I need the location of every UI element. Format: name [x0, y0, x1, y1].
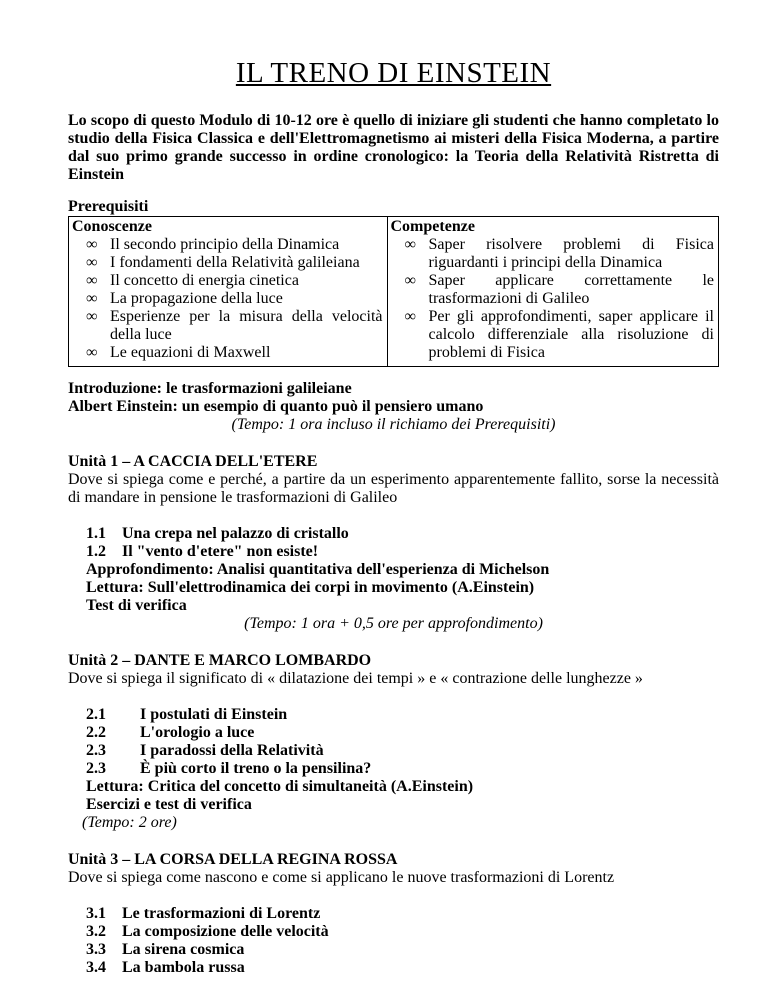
table-item	[72, 236, 383, 254]
table-item	[72, 308, 383, 344]
document-title: IL TRENO DI EINSTEIN	[235, 57, 552, 89]
unit-item-number: 3.2	[86, 923, 106, 940]
prerequisites-label: Prerequisiti	[68, 198, 149, 215]
conoscenze-list	[72, 236, 383, 362]
unit-item-number: 1.1	[86, 525, 106, 542]
table-item	[391, 308, 715, 362]
table-item-text: Per gli approfondimenti, saper applicare il calcolo differenziale alla risoluzione di problemi di Fisica	[428, 308, 714, 361]
unit-section	[68, 652, 719, 832]
table-item-text: I fondamenti della Relatività galileiana	[110, 254, 360, 271]
prerequisites-table	[68, 216, 719, 367]
table-item-text: La propagazione della luce	[110, 290, 283, 307]
unit-item-number: 3.4	[86, 959, 106, 976]
unit-extra-line: Lettura: Critica del concetto di simultaneità (A.Einstein)	[86, 778, 474, 795]
infinity-bullet-icon: ∞	[404, 236, 416, 253]
infinity-bullet-icon: ∞	[86, 272, 98, 289]
competenze-header: Competenze	[390, 218, 475, 235]
unit-tempo: (Tempo: 1 ora + 0,5 ore per approfondimento)	[244, 615, 543, 632]
unit-item	[86, 706, 719, 724]
intro-paragraph: Lo scopo di questo Modulo di 10-12 ore è quello di iniziare gli studenti che hanno completato lo studio della Fisica Classica e dell'Elettromagnetismo ai misteri della Fisica Moderna, a partire dal suo primo grande successo in ordine cronologico: la Teoria della Relatività Ristretta di Einstein	[68, 112, 719, 183]
unit-extra-line: Esercizi e test di verifica	[86, 796, 252, 813]
unit-item-title: L'orologio a luce	[140, 724, 255, 741]
unit-section	[68, 453, 719, 633]
unit-item-number: 3.3	[86, 941, 106, 958]
unit-item-title: La composizione delle velocità	[122, 923, 329, 940]
unit-description: Dove si spiega come nascono e come si applicano le nuove trasformazioni di Lorentz	[68, 869, 615, 886]
table-item-text: Il secondo principio della Dinamica	[110, 236, 340, 253]
table-item-text: Esperienze per la misura della velocità della luce	[110, 308, 383, 343]
infinity-bullet-icon: ∞	[86, 254, 98, 271]
unit-heading: Unità 1 – A CACCIA DELL'ETERE	[68, 453, 318, 470]
unit-item	[86, 941, 719, 959]
competenze-list	[391, 236, 715, 362]
infinity-bullet-icon: ∞	[404, 308, 416, 325]
table-item-text: Il concetto di energia cinetica	[110, 272, 299, 289]
unit-item-number: 3.1	[86, 905, 106, 922]
unit-item	[86, 923, 719, 941]
unit-section	[68, 851, 719, 977]
unit-item	[86, 959, 719, 977]
unit-item-number: 1.2	[86, 543, 106, 560]
unit-heading: Unità 3 – LA CORSA DELLA REGINA ROSSA	[68, 851, 398, 868]
infinity-bullet-icon: ∞	[86, 290, 98, 307]
unit-item	[86, 742, 719, 760]
unit-item	[86, 525, 719, 543]
table-item	[72, 272, 383, 290]
infinity-bullet-icon: ∞	[86, 236, 98, 253]
unit-extra-line: Test di verifica	[86, 597, 187, 614]
infinity-bullet-icon: ∞	[86, 308, 98, 325]
conoscenze-header: Conoscenze	[72, 218, 152, 235]
unit-item-number: 2.1	[86, 706, 106, 723]
unit-tempo: (Tempo: 2 ore)	[82, 814, 177, 831]
unit-item-title: Le trasformazioni di Lorentz	[122, 905, 321, 922]
table-item-text: Saper applicare correttamente le trasformazioni di Galileo	[428, 272, 714, 307]
competenze-cell	[387, 217, 719, 367]
introduction-line-1: Introduzione: le trasformazioni galileiane	[68, 380, 352, 397]
unit-item-number: 2.2	[86, 724, 106, 741]
infinity-bullet-icon: ∞	[86, 344, 98, 361]
unit-item-title: I postulati di Einstein	[140, 706, 288, 723]
unit-item	[86, 543, 719, 561]
unit-extra-line: Lettura: Sull'elettrodinamica dei corpi in movimento (A.Einstein)	[86, 579, 535, 596]
unit-item-list	[86, 905, 719, 977]
unit-item	[86, 760, 719, 778]
unit-item-title: Il "vento d'etere" non esiste!	[122, 543, 319, 560]
prerequisites-row	[69, 217, 719, 367]
table-item	[72, 344, 383, 362]
table-item	[391, 272, 715, 308]
unit-item-title: È più corto il treno o la pensilina?	[140, 760, 372, 777]
unit-item	[86, 905, 719, 923]
table-item-text: Saper risolvere problemi di Fisica riguardanti i principi della Dinamica	[428, 236, 714, 271]
table-item-text: Le equazioni di Maxwell	[110, 344, 271, 361]
unit-item-number: 2.3	[86, 760, 106, 777]
introduction-section	[68, 380, 719, 434]
unit-item-title: La sirena cosmica	[122, 941, 245, 958]
conoscenze-cell	[69, 217, 388, 367]
units-container	[68, 453, 719, 977]
infinity-bullet-icon: ∞	[404, 272, 416, 289]
unit-item-list	[86, 525, 719, 561]
table-item	[72, 290, 383, 308]
unit-description: Dove si spiega come e perché, a partire da un esperimento apparentemente fallito, sorse la necessità di mandare in pensione le trasformazioni di Galileo	[68, 471, 719, 506]
table-item	[391, 236, 715, 272]
introduction-line-2: Albert Einstein: un esempio di quanto può il pensiero umano	[68, 398, 484, 415]
unit-item-number: 2.3	[86, 742, 106, 759]
unit-item	[86, 724, 719, 742]
unit-heading: Unità 2 – DANTE E MARCO LOMBARDO	[68, 652, 372, 669]
table-item	[72, 254, 383, 272]
unit-extra-line: Approfondimento: Analisi quantitativa dell'esperienza di Michelson	[86, 561, 550, 578]
unit-description: Dove si spiega il significato di « dilatazione dei tempi » e « contrazione delle lunghezze »	[68, 670, 643, 687]
unit-item-list	[86, 706, 719, 778]
unit-item-title: I paradossi della Relatività	[140, 742, 324, 759]
unit-item-title: Una crepa nel palazzo di cristallo	[122, 525, 349, 542]
introduction-tempo: (Tempo: 1 ora incluso il richiamo dei Prerequisiti)	[231, 416, 556, 433]
unit-item-title: La bambola russa	[122, 959, 245, 976]
